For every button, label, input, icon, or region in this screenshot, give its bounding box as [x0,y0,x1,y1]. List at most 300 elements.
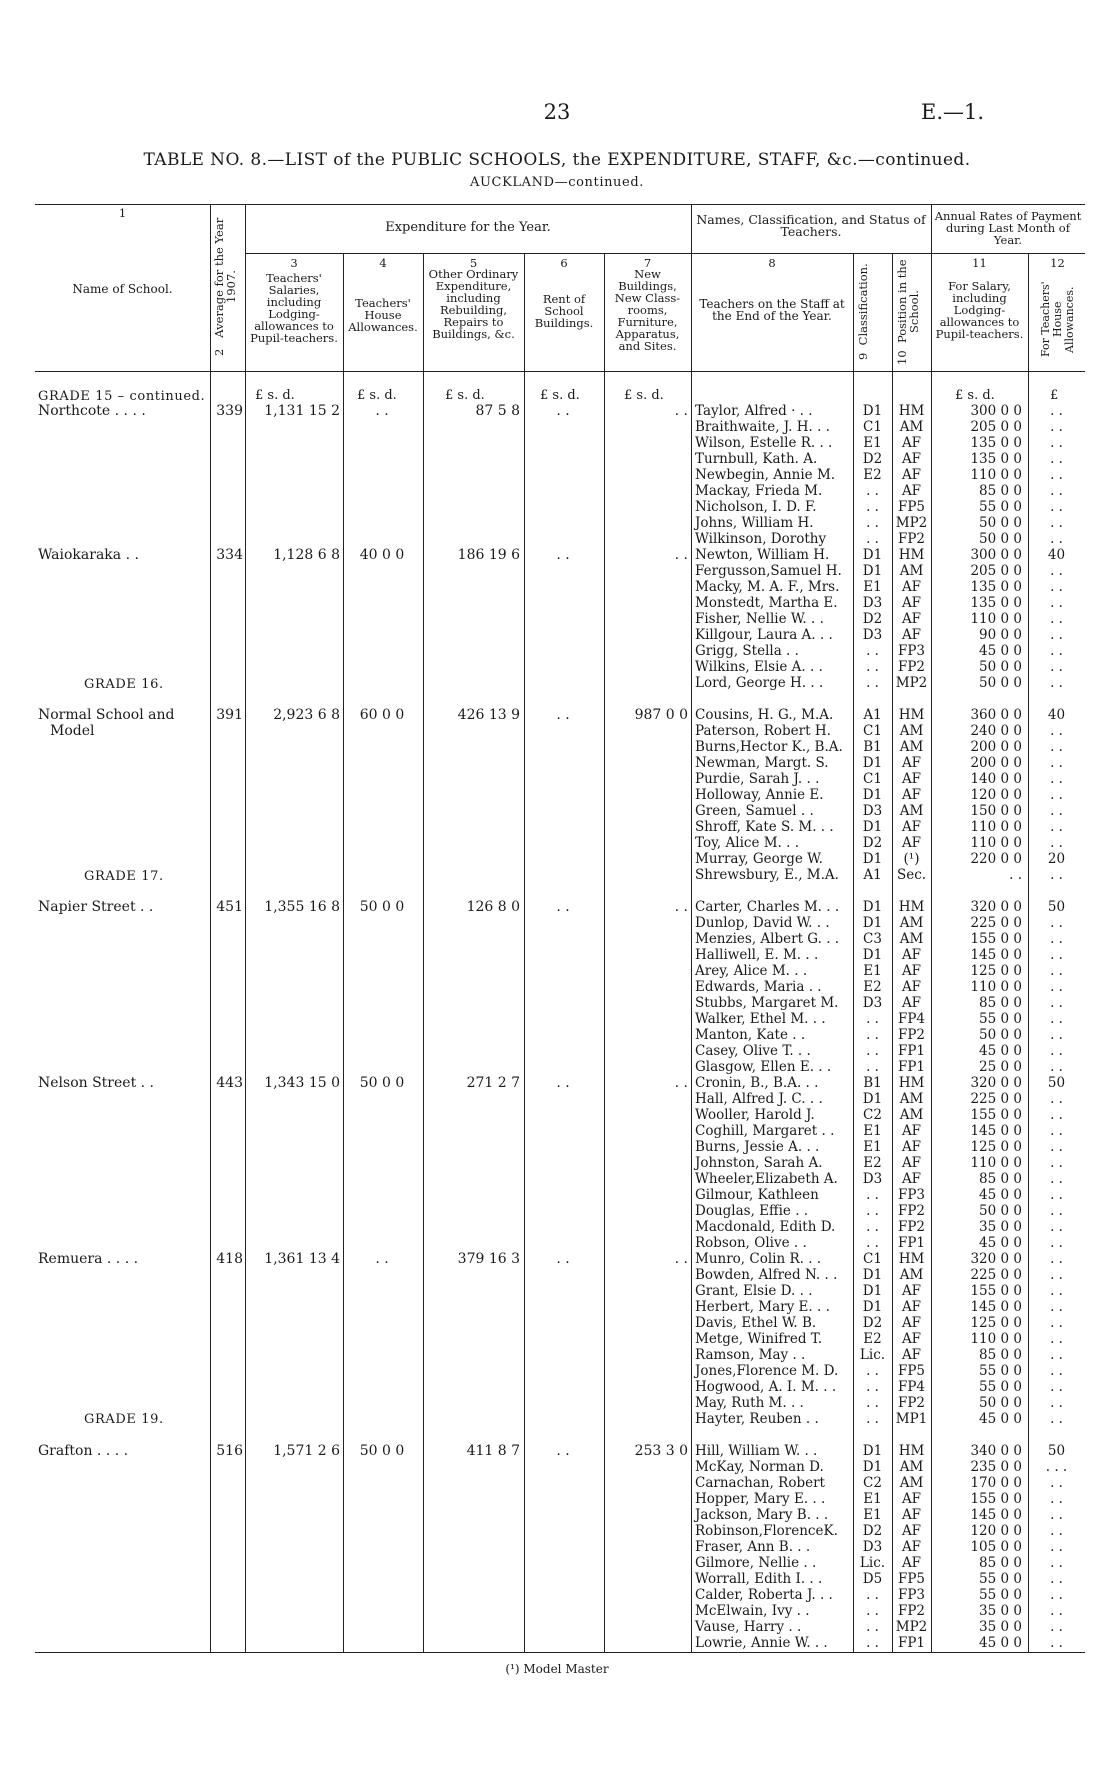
teacher-classification: B1 [863,1075,882,1091]
house-allowances: 60 0 0 [359,707,405,723]
house-allowance-rate: . . [1050,1587,1063,1603]
teacher-classification: . . [866,1027,879,1043]
teacher-name: Robinson,FlorenceK. [695,1523,838,1539]
house-allowance-rate: . . [1050,563,1063,579]
house-allowances: . . [375,403,389,419]
annual-salary: 145 0 0 [970,1507,1022,1523]
house-allowance-rate: . . [1050,1603,1063,1619]
teacher-name: Shrewsbury, E., M.A. [695,867,839,883]
teachers-salaries: 1,361 13 4 [264,1251,340,1267]
teacher-name: Davis, Ethel W. B. [695,1315,817,1331]
rent: . . [556,707,570,723]
teacher-position: (¹) [903,851,920,867]
teacher-position: FP3 [897,643,926,659]
annual-salary: 55 0 0 [979,1587,1022,1603]
annual-salary: 110 0 0 [970,611,1022,627]
annual-salary: 85 0 0 [979,1555,1022,1571]
annual-salary: 155 0 0 [970,1283,1022,1299]
house-allowance-rate: . . [1050,1571,1063,1587]
teacher-classification: D2 [862,835,883,851]
teacher-position: AF [901,1123,922,1139]
teacher-name: Taylor, Alfred · . . [695,403,813,419]
school-name-cont: Model [50,723,95,739]
house-allowance-rate: . . [1050,1507,1063,1523]
col6-header: Rent of School Buildings. [534,292,594,330]
annual-salary: 110 0 0 [970,819,1022,835]
col10-label: Position in the School. [895,259,921,343]
annual-salary: 45 0 0 [979,1411,1022,1427]
house-allowance-rate: . . [1050,947,1063,963]
teacher-name: Fergusson,Samuel H. [695,563,842,579]
teacher-classification: E2 [863,1155,882,1171]
house-allowance-rate: . . [1050,451,1063,467]
teacher-classification: D3 [862,627,883,643]
school-average: 451 [216,899,243,915]
school-average: 339 [216,403,243,419]
annual-salary: 45 0 0 [979,1043,1022,1059]
school-average: 418 [216,1251,243,1267]
teacher-classification: . . [866,659,879,675]
teacher-position: HM [898,707,925,723]
school-name: Northcote . . . . [38,403,146,419]
teacher-position: AF [901,483,922,499]
teacher-position: FP1 [897,1235,926,1251]
teacher-name: Jackson, Mary B. . . [695,1507,829,1523]
teacher-classification: . . [866,1379,879,1395]
house-allowance-rate: . . [1050,1251,1063,1267]
rent: . . [556,403,570,419]
teacher-classification: B1 [863,739,882,755]
annual-salary: 55 0 0 [979,1363,1022,1379]
teacher-name: Killgour, Laura A. . . [695,627,833,643]
teacher-name: Stubbs, Margaret M. [695,995,839,1011]
house-allowance-rate: . . [1050,787,1063,803]
teacher-position: FP2 [897,1203,926,1219]
teacher-classification: E1 [863,1507,882,1523]
school-average: 443 [216,1075,243,1091]
teacher-name: Murray, George W. [695,851,823,867]
house-allowance-rate: . . [1050,595,1063,611]
unit-col12: £ [1050,388,1059,403]
house-allowance-rate: . . [1050,1475,1063,1491]
teacher-position: AF [901,819,922,835]
col8-number: 8 [768,256,776,270]
teacher-classification: . . [866,643,879,659]
teacher-name: Bowden, Alfred N. . . [695,1267,838,1283]
page-number: 23 [543,100,571,124]
teacher-position: AF [901,1139,922,1155]
header-rule [35,371,1085,372]
house-allowance-rate: . . [1050,1011,1063,1027]
teacher-position: FP2 [897,659,926,675]
teacher-classification: D3 [862,995,883,1011]
house-allowance-rate: . . [1050,1539,1063,1555]
teacher-classification: . . [866,531,879,547]
annual-salary: 125 0 0 [970,1139,1022,1155]
house-allowances: . . [375,1251,389,1267]
annual-salary: 55 0 0 [979,1011,1022,1027]
teacher-position: AF [901,835,922,851]
annual-salary: 225 0 0 [970,1267,1022,1283]
col7-header: New Buildings, New Class-rooms, Furniture, Apparatus, and Sites. [614,267,681,353]
annual-salary: 85 0 0 [979,1171,1022,1187]
teachers-salaries: 1,343 15 0 [264,1075,340,1091]
teacher-name: Hall, Alfred J. C. . . [695,1091,823,1107]
teacher-position: HM [898,1251,925,1267]
teacher-position: AF [901,611,922,627]
teacher-name: Wilson, Estelle R. . . [695,435,833,451]
house-allowance-rate: . . [1050,675,1063,691]
house-allowance-rate: . . [1050,1331,1063,1347]
annual-salary: 135 0 0 [970,595,1022,611]
rent: . . [556,899,570,915]
annual-salary: 50 0 0 [979,675,1022,691]
col12-header: For Teachers' House Allowances. [1039,281,1076,358]
teacher-name: Johnston, Sarah A. [695,1155,823,1171]
house-allowance-rate: . . [1050,1027,1063,1043]
teacher-name: Nicholson, I. D. F. [695,499,817,515]
teacher-position: FP2 [897,1603,926,1619]
annual-salary: 205 0 0 [970,419,1022,435]
house-allowance-rate: . . [1050,403,1063,419]
teacher-name: Arey, Alice M. . . [695,963,808,979]
annual-salary: 110 0 0 [970,979,1022,995]
teacher-classification: D1 [862,1299,883,1315]
teacher-position: AM [899,803,924,819]
teacher-position: AF [901,1507,922,1523]
col9-number: 9 [856,353,870,361]
house-allowance-rate: . . [1050,1155,1063,1171]
teacher-position: AM [899,419,924,435]
other-expenditure: 426 13 9 [457,707,520,723]
house-allowance-rate: . . [1050,1379,1063,1395]
col6-number: 6 [560,256,568,270]
teacher-classification: . . [866,1187,879,1203]
house-allowance-rate: . . [1050,771,1063,787]
annual-salary: 340 0 0 [970,1443,1022,1459]
rent: . . [556,547,570,563]
teacher-classification: E1 [863,963,882,979]
annual-salary: 225 0 0 [970,1091,1022,1107]
bottom-rule [35,1652,1085,1653]
house-allowances: 50 0 0 [359,899,405,915]
teacher-position: FP2 [897,1219,926,1235]
teacher-name: Monstedt, Martha E. [695,595,838,611]
teacher-position: FP3 [897,1587,926,1603]
house-allowance-rate: . . [1050,1203,1063,1219]
teacher-name: Wilkinson, Dorothy [695,531,827,547]
teacher-name: Cousins, H. G., M.A. [695,707,834,723]
teacher-name: McKay, Norman D. [695,1459,824,1475]
annual-salary: 145 0 0 [970,947,1022,963]
house-allowance-rate: . . [1050,1555,1063,1571]
school-name: Grafton . . . . [38,1443,129,1459]
teacher-classification: D3 [862,595,883,611]
annual-salary: 140 0 0 [970,771,1022,787]
teacher-position: AF [901,1299,922,1315]
grade-heading: GRADE 19. [84,1412,164,1427]
school-name: Normal School and [38,707,175,723]
teacher-classification: D2 [862,1523,883,1539]
teacher-name: Holloway, Annie E. [695,787,824,803]
house-allowance-rate: . . [1050,1059,1063,1075]
house-allowance-rate: . . [1050,1363,1063,1379]
annual-salary: 360 0 0 [970,707,1022,723]
teacher-classification: . . [866,1635,879,1651]
exp-group-rule [245,253,691,254]
teacher-position: FP5 [897,1571,926,1587]
house-allowance-rate: . . [1050,1219,1063,1235]
teacher-classification: . . [866,1603,879,1619]
names-group-header: Names, Classification, and Status of Teachers. [696,212,926,239]
teacher-position: AF [901,579,922,595]
teacher-name: Turnbull, Kath. A. [695,451,818,467]
teacher-classification: Lic. [859,1555,886,1571]
teacher-classification: E2 [863,979,882,995]
teacher-position: FP2 [897,1027,926,1043]
col1-header: Name of School. [72,282,173,296]
new-buildings: . . [674,1251,688,1267]
teacher-classification: C1 [863,1251,882,1267]
teacher-position: AM [899,1475,924,1491]
teacher-name: Grant, Elsie D. . . [695,1283,813,1299]
house-allowance-rate: . . [1050,819,1063,835]
new-buildings: 253 3 0 [634,1443,688,1459]
teacher-classification: D1 [862,755,883,771]
teacher-position: AF [901,595,922,611]
teacher-name: Ramson, May . . [695,1347,806,1363]
house-allowance-rate: . . [1050,963,1063,979]
col2-number: 2 [212,348,226,357]
unit-col6: £ s. d. [540,388,580,403]
annual-salary: 150 0 0 [970,803,1022,819]
teacher-name: Lord, George H. . . [695,675,824,691]
annual-salary: 240 0 0 [970,723,1022,739]
teacher-name: Wheeler,Elizabeth A. [695,1171,838,1187]
col11-header: For Salary, including Lodging-allowances to Pupil-teachers. [935,279,1024,341]
col12-number: 12 [1050,256,1065,270]
teacher-position: FP2 [897,1395,926,1411]
teacher-name: Manton, Kate . . [695,1027,806,1043]
annual-salary: 300 0 0 [970,547,1022,563]
house-allowances: 50 0 0 [359,1075,405,1091]
teacher-classification: D2 [862,451,883,467]
teacher-name: Robson, Olive . . [695,1235,807,1251]
school-name: Waiokaraka . . [38,547,139,563]
annual-salary: 320 0 0 [970,1251,1022,1267]
table-subtitle: AUCKLAND—continued. [470,175,644,190]
teacher-position: AF [901,1347,922,1363]
teacher-name: Paterson, Robert H. [695,723,831,739]
house-allowance-rate: . . [1050,1187,1063,1203]
teacher-name: Macky, M. A. F., Mrs. [695,579,840,595]
teacher-name: Macdonald, Edith D. [695,1219,836,1235]
teacher-name: Walker, Ethel M. . . [695,1011,826,1027]
teacher-name: McElwain, Ivy . . [695,1603,810,1619]
rates-group-header: Annual Rates of Payment during Last Month of Year. [934,209,1082,247]
annual-salary: 85 0 0 [979,995,1022,1011]
annual-salary: 45 0 0 [979,1187,1022,1203]
teacher-position: AM [899,563,924,579]
annual-salary: 320 0 0 [970,899,1022,915]
teacher-name: Carnachan, Robert [695,1475,825,1491]
annual-salary: 25 0 0 [979,1059,1022,1075]
teacher-position: AF [901,627,922,643]
annual-salary: . . [1009,867,1022,883]
teacher-position: FP4 [897,1379,926,1395]
annual-salary: 125 0 0 [970,1315,1022,1331]
footnote: (¹) Model Master [505,1662,609,1676]
annual-salary: 200 0 0 [970,755,1022,771]
teacher-classification: D1 [862,403,883,419]
teacher-name: Herbert, Mary E. . . [695,1299,830,1315]
house-allowance-rate: . . [1050,1267,1063,1283]
teacher-name: Wilkins, Elsie A. . . [695,659,823,675]
house-allowance-rate: . . [1050,1139,1063,1155]
teacher-position: AM [899,723,924,739]
teacher-classification: . . [866,675,879,691]
teacher-position: FP3 [897,1187,926,1203]
teacher-position: AF [901,1171,922,1187]
col1-number: 1 [118,206,127,220]
annual-salary: 35 0 0 [979,1219,1022,1235]
teacher-classification: D3 [862,803,883,819]
teacher-name: Munro, Colin R. . . [695,1251,822,1267]
annual-salary: 155 0 0 [970,1107,1022,1123]
teacher-name: Mackay, Frieda M. [695,483,823,499]
house-allowance-rate: . . [1050,1491,1063,1507]
teacher-name: Jones,Florence M. D. [695,1363,839,1379]
teacher-position: AF [901,1331,922,1347]
teacher-position: AF [901,1315,922,1331]
house-allowance-rate: . . [1050,483,1063,499]
unit-col7: £ s. d. [624,388,664,403]
rates-group-rule [931,253,1085,254]
house-allowance-rate: . . [1050,931,1063,947]
annual-salary: 55 0 0 [979,1379,1022,1395]
col5-header: Other Ordinary Expenditure, including Rebuilding, Repairs to Buildings, &c. [428,267,519,341]
annual-salary: 145 0 0 [970,1299,1022,1315]
annual-salary: 225 0 0 [970,915,1022,931]
annual-salary: 35 0 0 [979,1603,1022,1619]
teacher-position: FP5 [897,499,926,515]
teacher-name: Worrall, Edith I. . . [695,1571,823,1587]
house-allowance-rate: . . [1050,467,1063,483]
teacher-name: Calder, Roberta J. . . [695,1587,833,1603]
annual-salary: 85 0 0 [979,483,1022,499]
other-expenditure: 271 2 7 [466,1075,520,1091]
teacher-classification: . . [866,515,879,531]
teacher-classification: . . [866,1043,879,1059]
teacher-position: FP4 [897,1011,926,1027]
unit-col11: £ s. d. [955,388,995,403]
teacher-classification: . . [866,1203,879,1219]
teacher-name: Braithwaite, J. H. . . [695,419,830,435]
teacher-position: AF [901,771,922,787]
house-allowance-rate: . . [1050,435,1063,451]
teacher-classification: A1 [863,707,882,723]
teacher-classification: A1 [863,867,882,883]
teacher-position: AM [899,1107,924,1123]
teacher-classification: C1 [863,419,882,435]
house-allowance-rate: . . [1050,1043,1063,1059]
annual-salary: 155 0 0 [970,1491,1022,1507]
teacher-classification: D2 [862,1315,883,1331]
other-expenditure: 87 5 8 [475,403,520,419]
col3-header: Teachers' Salaries, including Lodging-allowances to Pupil-teachers. [250,271,338,345]
annual-salary: 35 0 0 [979,1619,1022,1635]
teacher-position: AM [899,1459,924,1475]
teacher-name: Gilmour, Kathleen [695,1187,819,1203]
unit-col3: £ s. d. [255,388,295,403]
teacher-position: FP2 [897,531,926,547]
col-line [691,204,692,1652]
house-allowance-rate: . . [1050,755,1063,771]
annual-salary: 135 0 0 [970,451,1022,467]
school-average: 516 [216,1443,243,1459]
teacher-name: Shroff, Kate S. M. . . [695,819,834,835]
house-allowance-rate: . . [1050,835,1063,851]
house-allowance-rate: . . [1050,1347,1063,1363]
teachers-salaries: 1,571 2 6 [273,1443,340,1459]
teacher-name: Fraser, Ann B. . . [695,1539,811,1555]
annual-salary: 220 0 0 [970,851,1022,867]
teacher-classification: E1 [863,579,882,595]
teacher-name: Dunlop, David W. . . [695,915,830,931]
page-code: E.—1. [921,100,985,124]
teacher-position: AF [901,947,922,963]
house-allowance-rate: . . [1050,1523,1063,1539]
col-line [210,204,211,1652]
teacher-classification: D2 [862,611,883,627]
teacher-name: Hayter, Reuben . . [695,1411,819,1427]
teacher-position: AF [901,451,922,467]
house-allowance-rate: . . [1050,531,1063,547]
annual-salary: 50 0 0 [979,531,1022,547]
other-expenditure: 186 19 6 [457,547,520,563]
col5-number: 5 [469,256,478,270]
teacher-classification: D1 [862,547,883,563]
teacher-position: AM [899,1267,924,1283]
teacher-position: HM [898,1075,925,1091]
teacher-name: Vause, Harry . . [695,1619,802,1635]
teacher-position: AF [901,995,922,1011]
teacher-classification: . . [866,483,879,499]
teacher-position: AF [901,755,922,771]
teacher-name: Hopper, Mary E. . . [695,1491,826,1507]
other-expenditure: 126 8 0 [466,899,520,915]
annual-salary: 55 0 0 [979,1571,1022,1587]
annual-salary: 45 0 0 [979,643,1022,659]
house-allowance-rate: 50 [1047,1443,1066,1459]
new-buildings: . . [674,899,688,915]
teacher-position: HM [898,403,925,419]
house-allowance-rate: . . [1050,1235,1063,1251]
new-buildings: . . [674,1075,688,1091]
col2-label: Average for the Year 1907. [212,217,238,338]
house-allowance-rate: 50 [1047,1075,1066,1091]
house-allowance-rate: . . [1050,723,1063,739]
teachers-salaries: 2,923 6 8 [273,707,340,723]
teacher-classification: E1 [863,1491,882,1507]
teacher-position: MP2 [895,675,928,691]
teacher-classification: . . [866,1587,879,1603]
teacher-position: FP1 [897,1059,926,1075]
teacher-name: Burns, Jessie A. . . [695,1139,820,1155]
house-allowance-rate: . . [1050,1171,1063,1187]
teacher-position: AF [901,1523,922,1539]
col9-header [857,257,887,367]
